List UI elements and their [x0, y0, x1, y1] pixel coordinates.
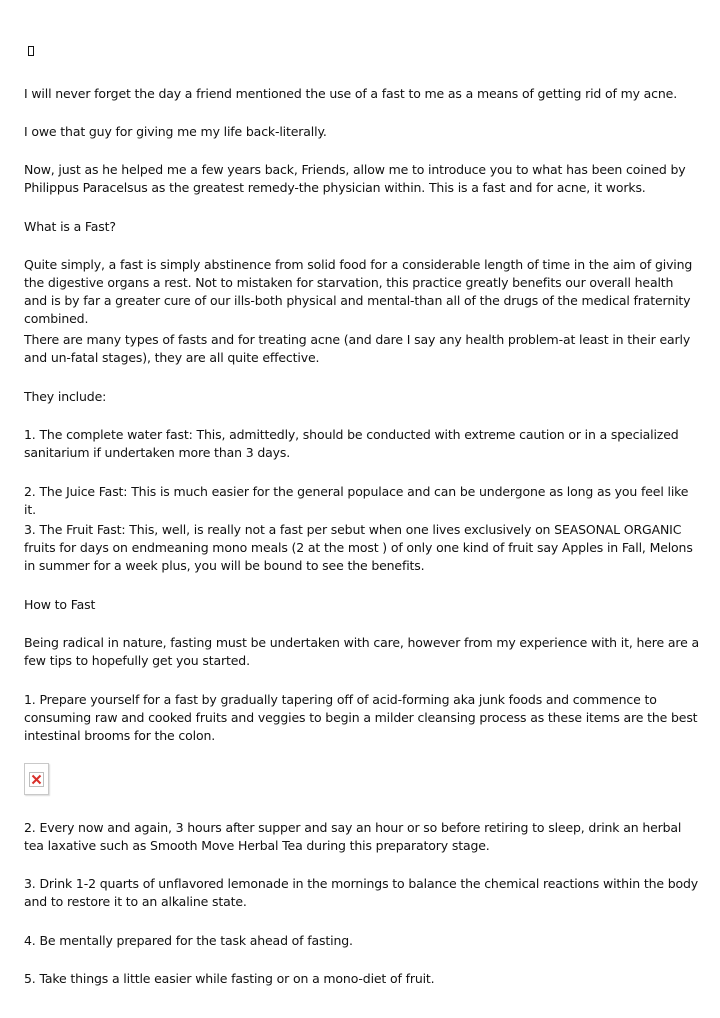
- paragraph-gratitude: I owe that guy for giving me my life back-literally.: [24, 124, 327, 139]
- paragraph-they-include: They include:: [24, 389, 107, 404]
- paragraph-radical-nature: Being radical in nature, fasting must be undertaken with care, however from my experience with it, here are a few tips to hopefully get you started.: [24, 635, 699, 668]
- broken-image-x-icon: [29, 772, 44, 787]
- paragraph-definition: Quite simply, a fast is simply abstinence from solid food for a considerable length of time in the aim of giving the digestive organs a rest. Not to mistaken for starvation, this practice greatly benefits our overall health and is by far a greater cure of our ills-both physical and mental-than all of the drugs of the medical fraternity combined.: [24, 257, 693, 326]
- list-item-water-fast: 1. The complete water fast: This, admittedly, should be conducted with extreme caution or in a specialized sanitarium if undertaken more than 3 days.: [24, 427, 679, 460]
- paragraph-intro: I will never forget the day a friend mentioned the use of a fast to me as a means of getting rid of my acne.: [24, 86, 678, 101]
- broken-image-icon: [24, 763, 49, 795]
- tip-item-lemonade: 3. Drink 1-2 quarts of unflavored lemonade in the mornings to balance the chemical reactions within the body and to restore it to an alkaline state.: [24, 876, 699, 909]
- heading-how-to-fast: How to Fast: [24, 597, 96, 612]
- list-item-juice-fast: 2. The Juice Fast: This is much easier for the general populace and can be undergone as long as you feel like it.: [24, 484, 689, 517]
- list-item-fruit-fast: 3. The Fruit Fast: This, well, is really not a fast per sebut when one lives exclusively on SEASONAL ORGANIC fruits for days on endmeaning mono meals (2 at the most ) of only one kind of fruit say Apples in Fall, Melons in summer for a week plus, you will be bound to see the benefits.: [24, 522, 693, 573]
- paragraph-paracelsus: Now, just as he helped me a few years back, Friends, allow me to introduce you to what has been coined by Philippus Paracelsus as the greatest remedy-the physician within. This is a fast and for acne, it works.: [24, 162, 686, 195]
- tip-item-take-it-easy: 5. Take things a little easier while fasting or on a mono-diet of fruit.: [24, 971, 435, 986]
- heading-what-is-a-fast: What is a Fast?: [24, 219, 116, 234]
- missing-glyph-icon: [28, 46, 34, 56]
- paragraph-types: There are many types of fasts and for treating acne (and dare I say any health problem-at least in their early and un-fatal stages), they are all quite effective.: [24, 332, 691, 365]
- tip-item-prepare: 1. Prepare yourself for a fast by gradually tapering off of acid-forming aka junk foods and commence to consuming raw and cooked fruits and veggies to begin a milder cleansing process as these items are the best intestinal brooms for the colon.: [24, 692, 698, 743]
- tip-item-laxative: 2. Every now and again, 3 hours after supper and say an hour or so before retiring to sleep, drink an herbal tea laxative such as Smooth Move Herbal Tea during this preparatory stage.: [24, 820, 682, 853]
- tip-item-mental: 4. Be mentally prepared for the task ahead of fasting.: [24, 933, 353, 948]
